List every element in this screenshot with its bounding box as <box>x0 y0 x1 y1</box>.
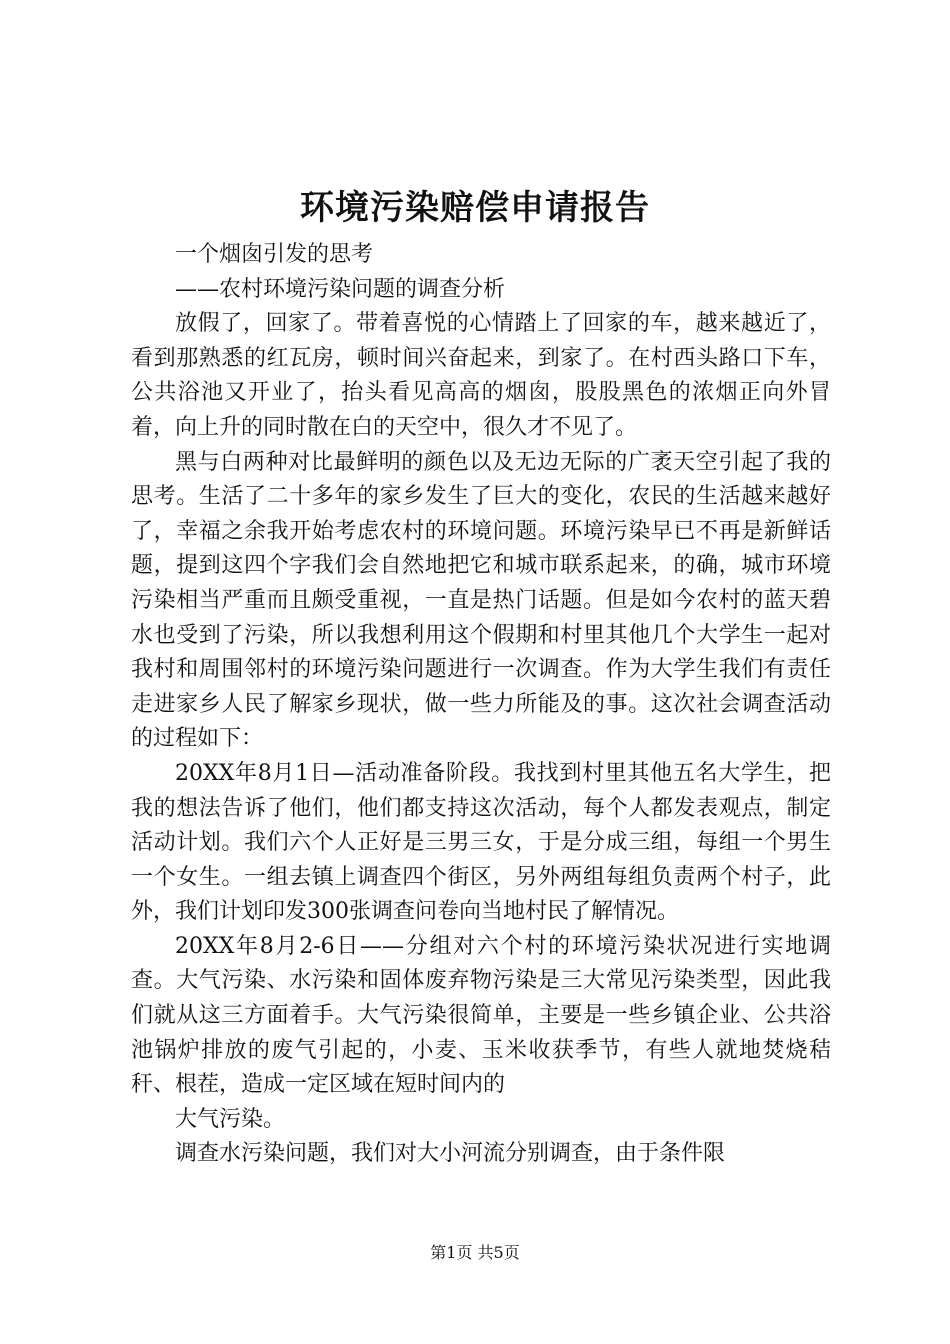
document-title: 环境污染赔偿申请报告 <box>300 188 650 228</box>
subtitle-line: 一个烟囱引发的思考 <box>175 242 374 267</box>
body-paragraph: 放假了，回家了。带着喜悦的心情踏上了回家的车，越来越近了，看到那熟悉的红瓦房，顿时间兴奋起来，到家了。在村西头路口下车，公共浴池又开业了，抬头看见高高的烟囱，股股黑色的浓烟正向外冒着，向上升的同时散在白的天空中，很久才不见了。 <box>131 311 831 440</box>
body-paragraph: 20XX年8月2-6日——分组对六个村的环境污染状况进行实地调查。大气污染、水污染和固体废弃物污染是三大常见污染类型，因此我们就从这三方面着手。大气污染很简单，主要是一些乡镇企业、公共浴池锅炉排放的废气引起的，小麦、玉米收获季节，有些人就地焚烧秸秆、根茬，造成一定区域在短时间内的 <box>131 933 831 1098</box>
body-paragraph: 调查水污染问题，我们对大小河流分别调查，由于条件限 <box>175 1141 726 1167</box>
subtitle-line: ——农村环境污染问题的调查分析 <box>175 276 506 302</box>
body-paragraph: 20XX年8月1日—活动准备阶段。我找到村里其他五名大学生，把我的想法告诉了他们，他们都支持这次活动，每个人都发表观点，制定活动计划。我们六个人正好是三男三女，于是分成三组，每组一个男生一个女生。一组去镇上调查四个街区，另外两组每组负责两个村子，此外，我们计划印发300张调查问卷向当地村民了解情况。 <box>131 760 831 925</box>
document-body <box>131 238 831 1172</box>
body-paragraph: 黑与白两种对比最鲜明的颜色以及无边无际的广袤天空引起了我的思考。生活了二十多年的家乡发生了巨大的变化，农民的生活越来越好了，幸福之余我开始考虑农村的环境问题。环境污染早已不再是新鲜话题，提到这四个字我们会自然地把它和城市联系起来，的确，城市环境污染相当严重而且颇受重视，一直是热门话题。但是如今农村的蓝天碧水也受到了污染，所以我想利用这个假期和村里其他几个大学生一起对我村和周围邻村的环境污染问题进行一次调查。作为大学生我们有责任走进家乡人民了解家乡现状，做一些力所能及的事。这次社会调查活动的过程如下： <box>131 449 831 752</box>
body-paragraph: 大气污染。 <box>175 1106 286 1132</box>
page-footer: 第1页 共5页 <box>430 1243 520 1262</box>
